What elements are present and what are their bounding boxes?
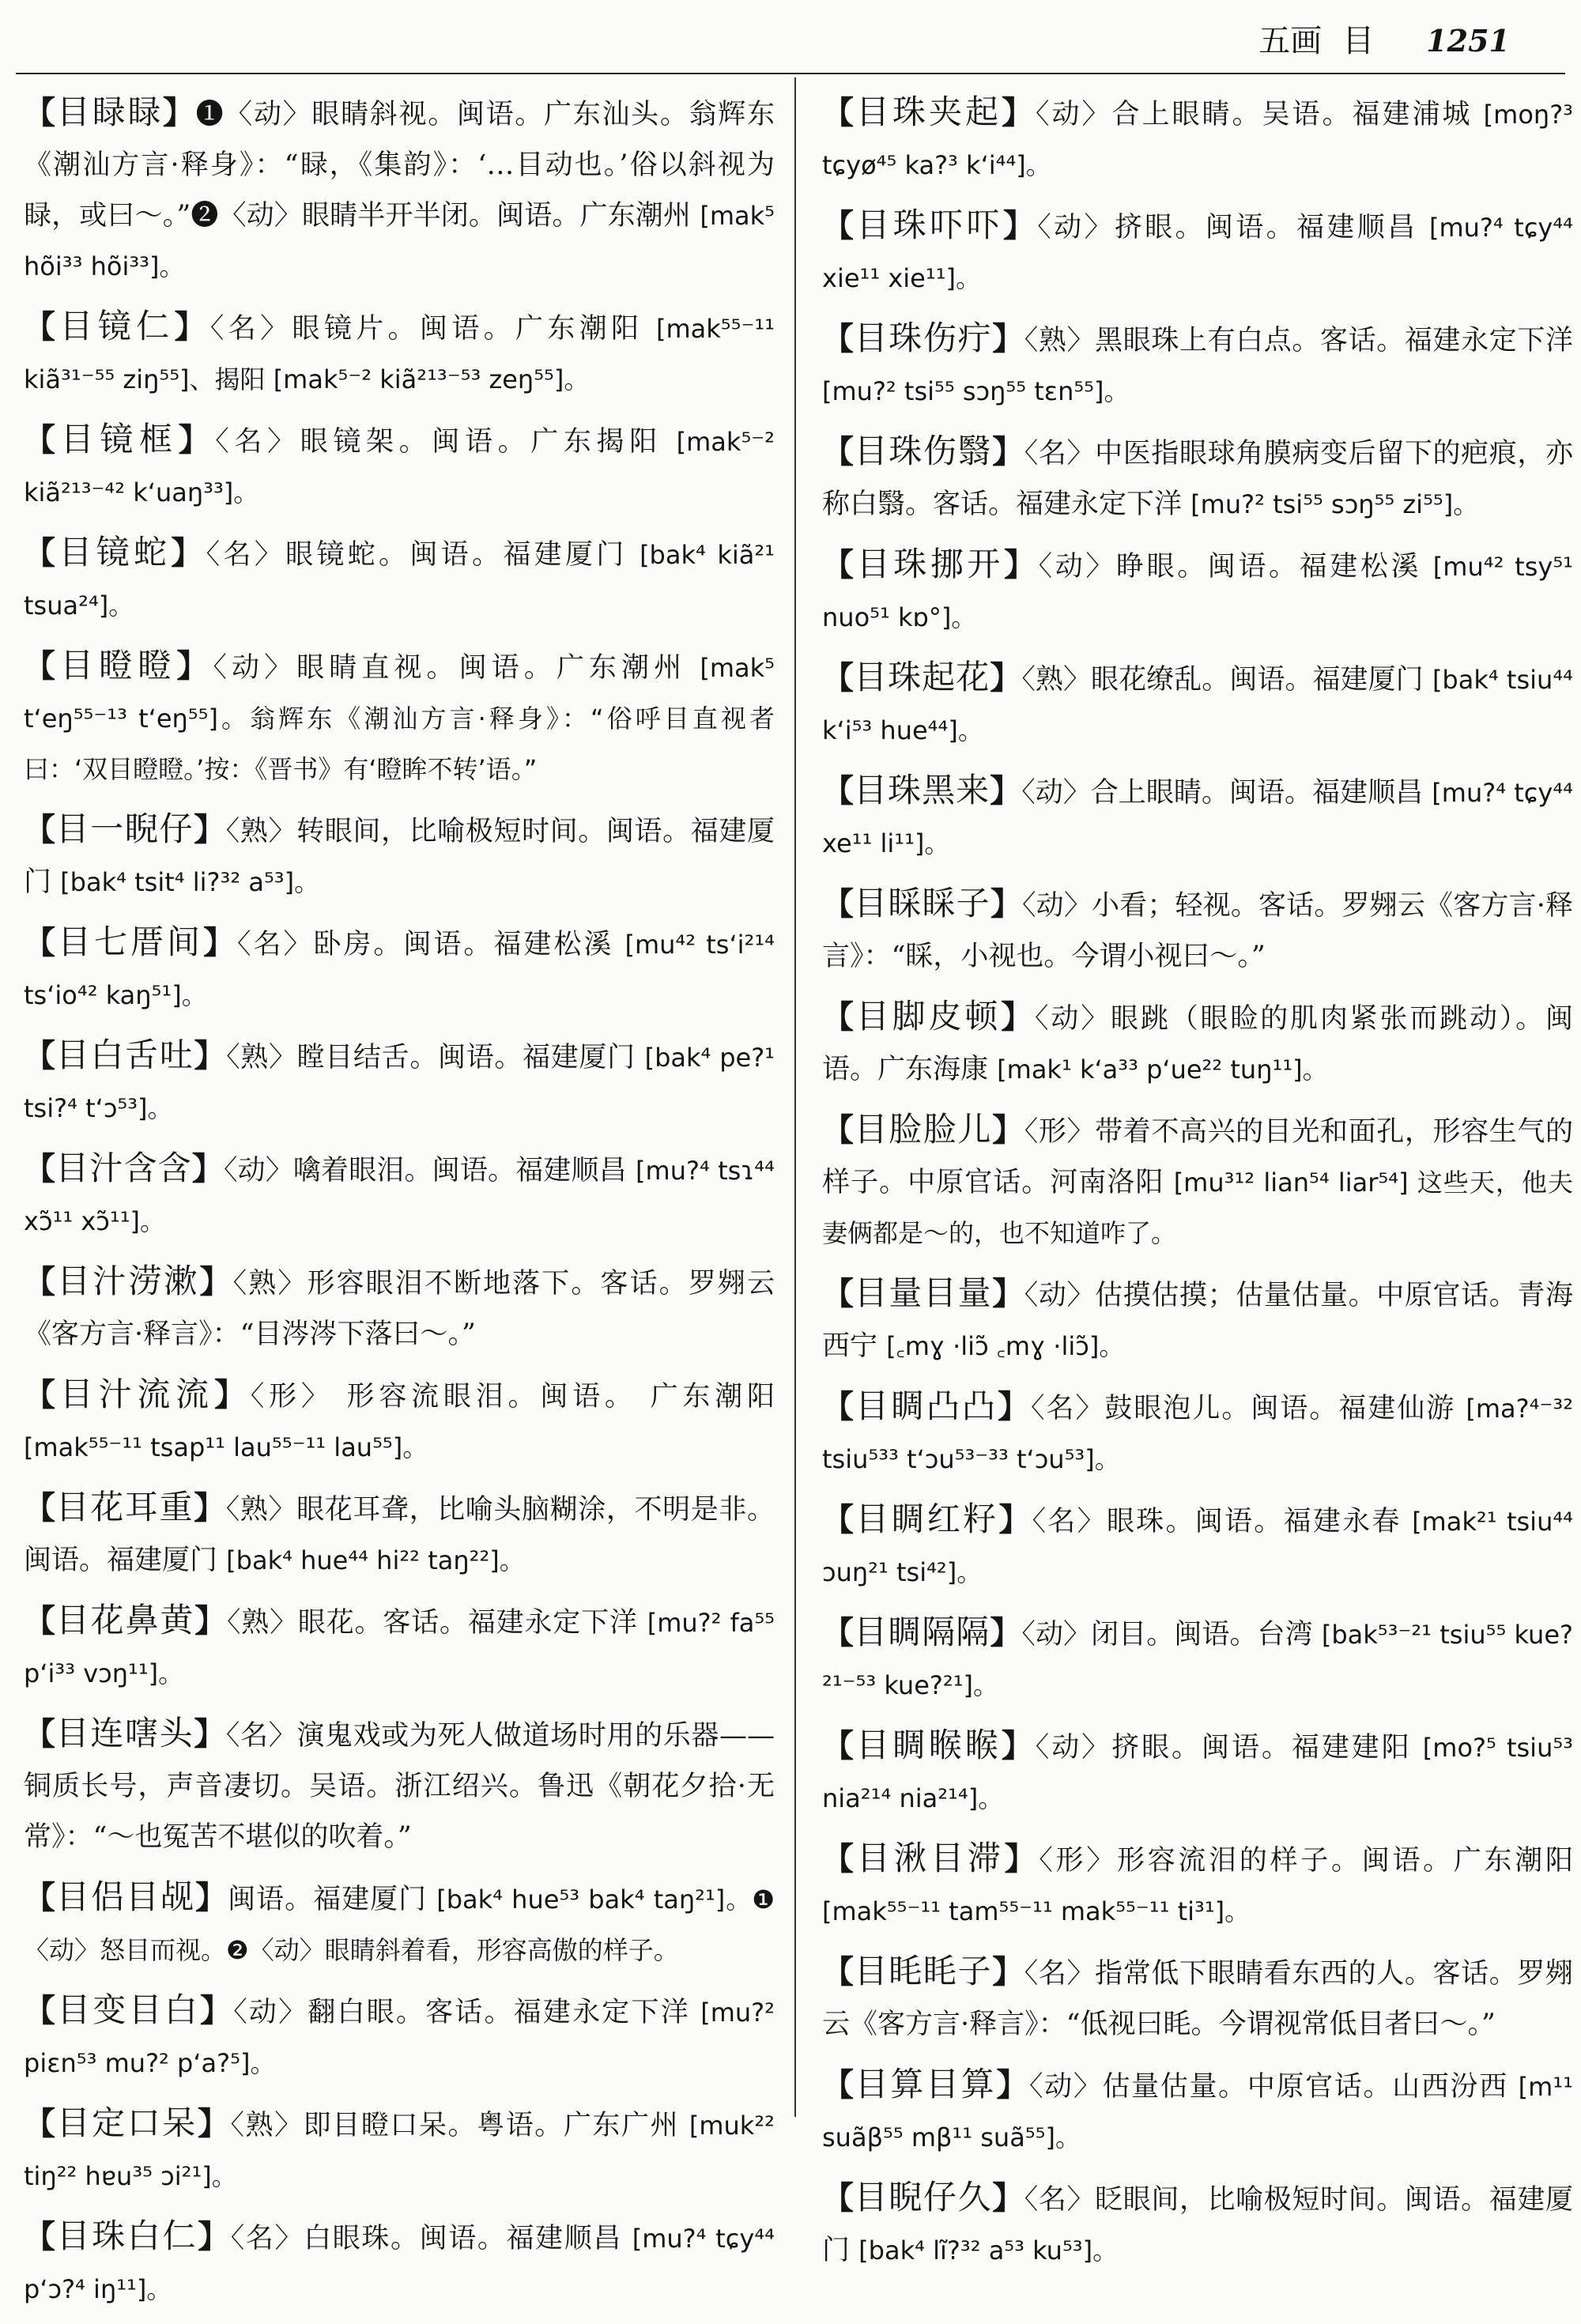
headword-bracket-open: 【 — [24, 2218, 57, 2255]
entry-definition: 〈名〉眼镜蛇。闽语。福建厦门 — [206, 539, 628, 571]
entry-headword: 目汁含含 — [55, 1149, 192, 1187]
dictionary-entry — [822, 1268, 1573, 1371]
headword-bracket-open: 【 — [822, 1727, 856, 1764]
entry-phonetic: [mu?² tsi⁵⁵ sɔŋ⁵⁵ tɛn⁵⁵]。 — [822, 376, 1130, 406]
headword-bracket-close: 】 — [162, 94, 196, 131]
headword-bracket-close: 】 — [198, 2218, 231, 2255]
entry-phonetic: [mak⁵⁻² kiã²¹³⁻⁴² k‘uaŋ³³]。 — [24, 427, 775, 507]
section-label: 五画 — [1258, 23, 1323, 59]
entry-definition: 〈动〉估摸估摸；估量估量。中原官话。青海西宁 — [822, 1280, 1573, 1362]
entry-phonetic: [mu?² tsi⁵⁵ sɔŋ⁵⁵ zi⁵⁵]。 — [1190, 489, 1479, 519]
entry-definition: 〈熟〉即目瞪口呆。粤语。广东广州 — [230, 2110, 680, 2141]
entry-definition: 〈动〉噙着眼泪。闽语。福建顺昌 — [223, 1155, 627, 1187]
entry-definition: 〈动〉小看；轻视。客话。罗翙云《客方言·释言》：“睬，小视也。今谓小视曰～。” — [822, 890, 1573, 972]
headword-bracket-close: 】 — [195, 1879, 228, 1916]
dictionary-entry — [822, 1381, 1573, 1485]
entry-headword: 目睭睺睺 — [855, 1726, 1002, 1764]
entry-headword: 目连嗐头 — [55, 1714, 194, 1752]
headword-bracket-open: 【 — [822, 94, 856, 131]
entry-phonetic: [bak⁵³⁻²¹ tsiu⁵⁵ kue?²¹⁻⁵³ kue?²¹]。 — [822, 1620, 1574, 1700]
entry-phonetic: [mak⁵ t‘eŋ⁵⁵⁻¹³ t‘eŋ⁵⁵]。翁辉东《潮汕方言·释身》：“俗呼目直视者曰：‘双目瞪瞪。’按：《晋书》有‘瞪眸不转’语。” — [24, 653, 775, 784]
entry-definition: 〈形〉带着不高兴的目光和面孔，形容生气的样子。中原官话。河南洛阳 — [822, 1116, 1573, 1198]
headword-bracket-open: 【 — [24, 1376, 60, 1413]
dictionary-entry — [24, 917, 775, 1021]
entry-definition: 〈熟〉眼花。客话。福建永定下洋 — [226, 1607, 638, 1639]
right-column — [822, 87, 1573, 2285]
entry-definition: 〈熟〉瞠目结舌。闽语。福建厦门 — [226, 1042, 636, 1073]
entry-headword: 目汁流流 — [59, 1375, 214, 1413]
dictionary-entry — [822, 313, 1573, 417]
entry-phonetic: [muk²² tiŋ²² hɐu³⁵ ɔi²¹]。 — [24, 2111, 775, 2191]
dictionary-entry — [822, 652, 1573, 756]
entry-definition: 〈动〉翻白眼。客话。福建永定下洋 — [233, 1997, 690, 2028]
left-column — [24, 87, 775, 2324]
headword-bracket-open: 【 — [24, 1602, 56, 1639]
entry-definition: 〈名〉眼镜架。闽语。广东揭阳 — [215, 426, 662, 458]
headword-bracket-open: 【 — [24, 94, 57, 131]
headword-bracket-open: 【 — [24, 2105, 57, 2142]
entry-headword: 目花鼻黄 — [55, 1601, 195, 1639]
dictionary-entry — [822, 1833, 1573, 1937]
entry-headword: 目定口呆 — [56, 2103, 198, 2142]
entry-headword: 目珠伤翳 — [854, 432, 993, 470]
entry-definition: 〈熟〉形容眼泪不断地落下。客话。罗翙云《客方言·释言》：“目涔涔下落曰～。” — [24, 1268, 775, 1350]
dictionary-entry — [822, 1607, 1573, 1711]
headword-bracket-open: 【 — [822, 885, 855, 922]
entry-phonetic: [mak⁵⁵⁻¹¹ tam⁵⁵⁻¹¹ mak⁵⁵⁻¹¹ ti³¹]。 — [822, 1896, 1251, 1926]
headword-bracket-close: 】 — [194, 1715, 226, 1752]
running-head — [1258, 16, 1510, 61]
dictionary-entry — [24, 1143, 775, 1247]
headword-bracket-close: 】 — [202, 924, 237, 961]
entry-headword: 目一睨仔 — [55, 809, 194, 848]
entry-headword: 目珠白仁 — [56, 2216, 198, 2255]
entry-phonetic: [mak⁵⁵⁻¹¹ tsap¹¹ lau⁵⁵⁻¹¹ lau⁵⁵]。 — [24, 1432, 428, 1462]
entry-definition: 〈名〉眼镜片。闽语。广东潮阳 — [209, 313, 643, 345]
headword-bracket-open: 【 — [24, 421, 61, 458]
entry-headword: 目七厝间 — [58, 922, 203, 961]
entry-headword: 目脸脸儿 — [854, 1110, 993, 1149]
entry-phonetic: [mu?² piɛn⁵³ mu?² p‘a?⁵]。 — [24, 1998, 775, 2078]
dictionary-entry — [822, 539, 1573, 643]
entry-headword: 目睩睩 — [56, 92, 163, 131]
entry-phonetic: [mo?⁵ tsiu⁵³ nia²¹⁴ nia²¹⁴]。 — [822, 1733, 1574, 1813]
dictionary-entry — [24, 1256, 775, 1360]
entry-phonetic: [mu?⁴ tɕy⁴⁴ p‘ɔ?⁴ iŋ¹¹]。 — [24, 2224, 775, 2304]
entry-phonetic: [bak⁴ tsit⁴ li?³² a⁵³]。 — [60, 867, 320, 897]
headword-bracket-close: 】 — [1002, 94, 1036, 131]
dictionary-entry — [24, 804, 775, 907]
entry-phonetic: [mak⁵⁵⁻¹¹ kiã³¹⁻⁵⁵ ziŋ⁵⁵]、揭阳 [mak⁵⁻² kiã²¹³⁻⁵³ zeŋ⁵⁵]。 — [24, 314, 775, 394]
headword-bracket-close: 】 — [171, 534, 206, 572]
headword-bracket-close: 】 — [174, 308, 210, 345]
entry-phonetic: [bak⁴ hue⁵³ bak⁴ taŋ²¹]。❶〈动〉怒目而视。❷〈动〉眼睛斜着看，形容高傲的样子。 — [24, 1884, 775, 1965]
dictionary-entry — [24, 1985, 775, 2088]
headword-bracket-close: 】 — [213, 1376, 251, 1413]
headword-bracket-close: 】 — [194, 1037, 227, 1074]
dictionary-entry — [24, 414, 775, 518]
entry-definition: 〈动〉合上眼睛。吴语。福建浦城 — [1036, 99, 1473, 130]
headword-bracket-close: 】 — [992, 320, 1024, 357]
radical-label: 目 — [1342, 23, 1375, 59]
entry-phonetic: [bak⁴ tsiu⁴⁴ k‘i⁵³ hue⁴⁴]。 — [822, 665, 1573, 745]
entry-headword: 目睬睬子 — [854, 884, 990, 922]
entry-definition: 〈名〉指常低下眼睛看东西的人。客话。罗翙云《客方言·释言》：“低视曰眊。今谓视常低目者曰～。” — [822, 1958, 1573, 2040]
entry-phonetic: [bak⁴ lĩ?³² a⁵³ ku⁵³]。 — [858, 2235, 1119, 2266]
headword-bracket-close: 】 — [990, 885, 1023, 922]
headword-bracket-close: 】 — [990, 659, 1022, 696]
entry-definition: 〈动〉眼睛直视。闽语。广东潮州 — [213, 652, 687, 684]
entry-phonetic: [bak⁴ pe?¹ tsi?⁴ t‘ɔ⁵³]。 — [24, 1043, 775, 1123]
headword-bracket-open: 【 — [24, 647, 61, 685]
dictionary-entry — [822, 1720, 1573, 1824]
entry-definition: 〈熟〉眼花耳聋，比喻头脑糊涂，不明是非。闽语。福建厦门 — [24, 1494, 775, 1576]
entry-phonetic: [bak⁴ kiã²¹ tsua²⁴]。 — [24, 540, 775, 621]
entry-definition: 闽语。福建厦门 — [228, 1884, 428, 1915]
headword-bracket-open: 【 — [24, 1992, 58, 2029]
entry-phonetic: [mak²¹ tsiu⁴⁴ ɔuŋ²¹ tsi⁴²]。 — [822, 1507, 1574, 1587]
headword-bracket-close: 】 — [197, 2105, 231, 2142]
dictionary-entry — [822, 2172, 1573, 2276]
headword-bracket-close: 】 — [191, 1150, 224, 1187]
headword-bracket-open: 【 — [822, 1840, 857, 1877]
headword-bracket-open: 【 — [822, 1953, 855, 1990]
headword-bracket-open: 【 — [24, 308, 60, 345]
entry-headword: 目白舌吐 — [55, 1036, 194, 1074]
dictionary-entry — [822, 1104, 1573, 1258]
dictionary-entry — [24, 1595, 775, 1699]
entry-definition: 〈熟〉黑眼珠上有白点。客话。福建永定下洋 — [1024, 325, 1573, 357]
dictionary-entry — [24, 301, 775, 405]
dictionary-entry — [24, 1369, 775, 1473]
headword-bracket-close: 】 — [199, 1263, 233, 1300]
dictionary-entry — [822, 426, 1573, 530]
entry-definition: 〈动〉估量估量。中原官话。山西汾西 — [1029, 2071, 1508, 2103]
headword-bracket-close: 】 — [178, 421, 216, 458]
dictionary-entry — [24, 1708, 775, 1862]
entry-definition: 〈名〉眼珠。闽语。福建永春 — [1032, 1506, 1402, 1537]
headword-bracket-close: 】 — [1002, 207, 1038, 244]
entry-headword: 目镜仁 — [59, 307, 175, 345]
entry-phonetic: [mu³¹² lian⁵⁴ liar⁵⁴] 这些天，他夫妻俩都是～的，也不知道咋了。 — [822, 1168, 1573, 1248]
entry-headword: 目睭红籽 — [855, 1500, 999, 1538]
headword-bracket-open: 【 — [822, 320, 855, 357]
entry-definition: 〈名〉中医指眼球角膜病变后留下的疤痕，亦称白翳。客话。福建永定下洋 — [822, 438, 1573, 520]
entry-definition: 〈动〉睁眼。闽语。福建松溪 — [1038, 551, 1422, 583]
entry-definition: ❶〈动〉眼睛斜视。闽语。广东汕头。翁辉东《潮汕方言·释身》：“睩，《集韵》：‘…目动也。’俗以斜视为睩，或曰～。”❷〈动〉眼睛半开半闭。闽语。广东潮州 — [24, 99, 775, 232]
dictionary-entry — [24, 640, 775, 794]
entry-headword: 目睭凸凸 — [855, 1386, 998, 1425]
headword-bracket-open: 【 — [822, 433, 855, 470]
dictionary-entry — [822, 1494, 1573, 1598]
headword-bracket-close: 】 — [194, 811, 226, 848]
dictionary-entry — [822, 878, 1573, 982]
headword-bracket-open: 【 — [822, 1388, 855, 1425]
headword-bracket-close: 】 — [1004, 1840, 1040, 1877]
dictionary-entry — [822, 1946, 1573, 2050]
dictionary-entry — [822, 991, 1573, 1095]
entry-phonetic: [mak⁵ hõi³³ hõi³³]。 — [24, 201, 775, 281]
headword-bracket-open: 【 — [24, 534, 59, 572]
headword-bracket-close: 】 — [992, 1111, 1024, 1149]
headword-bracket-open: 【 — [822, 659, 855, 696]
entry-headword: 目眊眊子 — [854, 1952, 993, 1990]
entry-headword: 目汁涝漱 — [57, 1262, 200, 1300]
entry-phonetic: [mu⁴² tsy⁵¹ nuo⁵¹ kɒ°]。 — [822, 552, 1573, 632]
headword-bracket-open: 【 — [822, 207, 857, 244]
entry-phonetic: [m¹¹ suãβ⁵⁵ mβ¹¹ suã⁵⁵]。 — [822, 2072, 1573, 2152]
headword-bracket-close: 】 — [992, 1275, 1024, 1312]
entry-headword: 目珠夹起 — [856, 92, 1002, 131]
headword-bracket-close: 】 — [998, 1501, 1032, 1538]
dictionary-entry — [24, 87, 775, 292]
headword-bracket-open: 【 — [24, 811, 56, 848]
entry-headword: 目变目白 — [57, 1990, 200, 2029]
entry-headword: 目珠起花 — [854, 658, 990, 696]
headword-bracket-open: 【 — [822, 2179, 855, 2216]
entry-headword: 目量目量 — [854, 1273, 993, 1312]
entry-definition: 〈名〉眨眼间，比喻极短时间。闽语。福建厦门 — [822, 2184, 1573, 2266]
headword-bracket-close: 】 — [992, 433, 1024, 470]
headword-bracket-close: 】 — [1001, 1727, 1036, 1764]
headword-bracket-open: 【 — [24, 1263, 58, 1300]
headword-bracket-close: 】 — [200, 1992, 234, 2029]
dictionary-entry — [24, 1030, 775, 1134]
entry-definition: 〈熟〉眼花缭乱。闽语。福建厦门 — [1021, 664, 1424, 696]
headword-bracket-close: 】 — [997, 1388, 1031, 1425]
headword-bracket-close: 】 — [1001, 998, 1036, 1036]
headword-bracket-open: 【 — [822, 998, 856, 1036]
headword-bracket-close: 】 — [992, 1953, 1024, 1990]
entry-phonetic: [꜀mɣ ·liɔ̃ ꜀mɣ ·liɔ̃]。 — [886, 1331, 1125, 1361]
headword-bracket-open: 【 — [24, 1879, 57, 1916]
dictionary-entry — [822, 2059, 1573, 2163]
entry-phonetic: [mak¹ k‘a³³ p‘ue²² tuŋ¹¹]。 — [997, 1054, 1328, 1085]
entry-headword: 目瞪瞪 — [60, 646, 177, 685]
headword-bracket-close: 】 — [990, 1614, 1022, 1651]
entry-definition: 〈动〉挤眼。闽语。福建顺昌 — [1037, 212, 1418, 243]
headword-bracket-open: 【 — [24, 1715, 56, 1752]
page-number: 1251 — [1426, 23, 1510, 58]
headword-bracket-open: 【 — [822, 772, 855, 809]
headword-bracket-close: 】 — [990, 772, 1022, 809]
entry-headword: 目睭隔隔 — [854, 1613, 990, 1651]
entry-definition: 〈名〉演鬼戏或为死人做道场时用的乐器——铜质长号，声音凄切。吴语。浙江绍兴。鲁迅《朝花夕拾·无常》：“～也冤苦不堪似的吹着。” — [24, 1720, 775, 1853]
headword-bracket-close: 】 — [176, 647, 213, 685]
dictionary-entry — [822, 87, 1573, 191]
headword-bracket-close: 】 — [992, 2179, 1024, 2216]
dictionary-entry — [24, 2098, 775, 2201]
entry-definition: 〈名〉鼓眼泡儿。闽语。福建仙游 — [1030, 1393, 1456, 1424]
entry-headword: 目珠吓吓 — [856, 206, 1003, 244]
entry-definition: 〈名〉卧房。闽语。福建松溪 — [236, 929, 614, 960]
entry-headword: 目镜框 — [60, 420, 179, 458]
entry-definition: 〈动〉合上眼睛。闽语。福建顺昌 — [1021, 777, 1424, 809]
entry-headword: 目花耳重 — [55, 1488, 194, 1526]
headword-bracket-open: 【 — [822, 2066, 855, 2103]
entry-phonetic: [mu?² fa⁵⁵ p‘i³³ vɔŋ¹¹]。 — [24, 1608, 775, 1688]
entry-headword: 目珠挪开 — [856, 545, 1005, 583]
headword-bracket-close: 】 — [1004, 546, 1039, 583]
entry-definition: 〈动〉闭目。闽语。台湾 — [1021, 1619, 1313, 1651]
entry-definition: 〈形〉 形容流眼泪。闽语。 广东潮阳 — [250, 1381, 775, 1413]
headword-bracket-open: 【 — [24, 924, 58, 961]
headword-bracket-close: 】 — [996, 2066, 1030, 2103]
dictionary-entry — [24, 527, 775, 631]
entry-phonetic: [mu?⁴ tɕy⁴⁴ xie¹¹ xie¹¹]。 — [822, 213, 1574, 293]
dictionary-entry — [24, 1872, 775, 1975]
headword-bracket-open: 【 — [822, 1111, 855, 1149]
entry-headword: 目镜蛇 — [58, 533, 172, 572]
entry-definition: 〈名〉白眼珠。闽语。福建顺昌 — [230, 2223, 622, 2254]
entry-phonetic: [moŋ?³ tɕyø⁴⁵ ka?³ k‘i⁴⁴]。 — [822, 100, 1573, 180]
headword-bracket-close: 】 — [194, 1489, 226, 1526]
entry-phonetic: [mu?⁴ tɕy⁴⁴ xe¹¹ li¹¹]。 — [822, 778, 1573, 858]
entry-definition: 〈动〉眼跳（眼睑的肌肉紧张而跳动）。闽语。广东海康 — [822, 1003, 1574, 1085]
dictionary-entry — [24, 1482, 775, 1586]
headword-bracket-open: 【 — [24, 1489, 56, 1526]
entry-headword: 目珠伤疔 — [854, 319, 993, 357]
headword-bracket-open: 【 — [24, 1150, 56, 1187]
entry-headword: 目睨仔久 — [854, 2178, 993, 2216]
entry-headword: 目算目算 — [855, 2065, 997, 2103]
header-rule — [16, 73, 1565, 74]
dictionary-entry — [24, 2211, 775, 2315]
dictionary-entry — [822, 765, 1573, 869]
entry-headword: 目侣目觇 — [56, 1877, 196, 1916]
headword-bracket-open: 【 — [822, 1501, 856, 1538]
headword-bracket-open: 【 — [822, 1275, 855, 1312]
entry-headword: 目脚皮顿 — [855, 997, 1002, 1036]
headword-bracket-close: 】 — [194, 1602, 227, 1639]
entry-phonetic: [bak⁴ hue⁴⁴ hi²² taŋ²²]。 — [226, 1545, 525, 1575]
entry-phonetic: [mu?⁴ tsɿ⁴⁴ xɔ̃¹¹ xɔ̃¹¹]。 — [24, 1156, 775, 1236]
headword-bracket-open: 【 — [24, 1037, 56, 1074]
dictionary-entry — [822, 200, 1573, 304]
headword-bracket-open: 【 — [822, 546, 857, 583]
headword-bracket-open: 【 — [822, 1614, 855, 1651]
entry-phonetic: [ma?⁴⁻³² tsiu⁵³³ t‘ɔu⁵³⁻³³ t‘ɔu⁵³]。 — [822, 1394, 1574, 1474]
entry-definition: 〈形〉形容流泪的样子。闽语。广东潮阳 — [1039, 1845, 1573, 1877]
column-divider — [794, 77, 796, 2117]
entry-headword: 目湫目滞 — [856, 1839, 1005, 1877]
entry-definition: 〈熟〉转眼间，比喻极短时间。闽语。福建厦门 — [24, 816, 775, 898]
entry-headword: 目珠黑来 — [854, 771, 990, 809]
entry-definition: 〈动〉挤眼。闽语。福建建阳 — [1035, 1732, 1412, 1764]
entry-phonetic: [mu⁴² ts‘i²¹⁴ ts‘io⁴² kaŋ⁵¹]。 — [24, 930, 775, 1010]
